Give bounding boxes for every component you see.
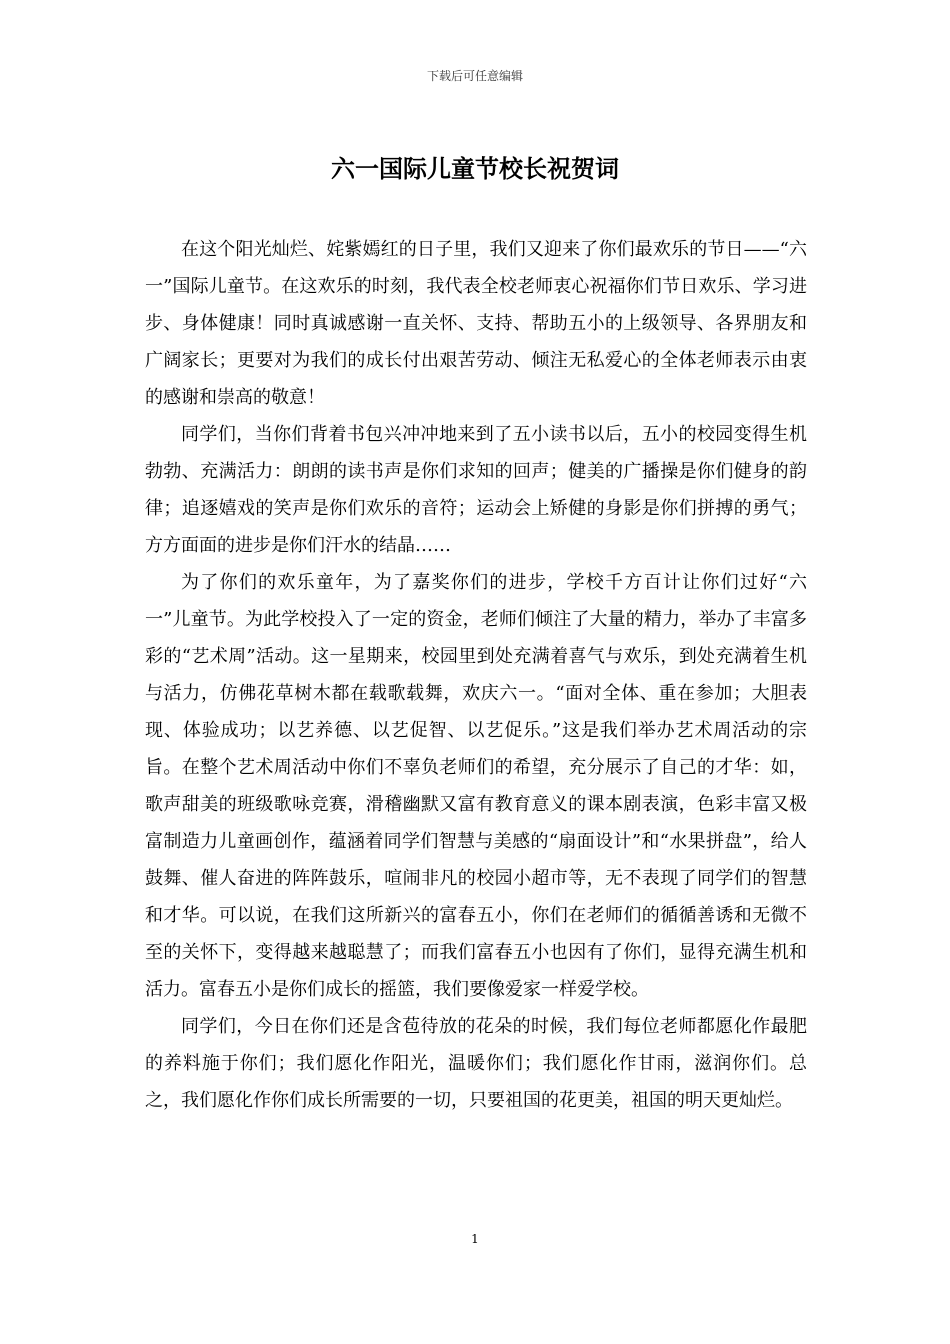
paragraph-4: 同学们，今日在你们还是含苞待放的花朵的时候，我们每位老师都愿化作最肥的养料施于你们；我们愿化作阳光，温暖你们；我们愿化作甘雨，滋润你们。总之，我们愿化作你们成长所需要的一切，只要祖国的花更美，祖国的明天更灿烂。	[145, 1016, 807, 1111]
paragraph-1: 在这个阳光灿烂、姹紫嫣红的日子里，我们又迎来了你们最欢乐的节日——“六一”国际儿童节。在这欢乐的时刻，我代表全校老师衷心祝福你们节日欢乐、学习进步、身体健康！同时真诚感谢一直关怀、支持、帮助五小的上级领导、各界朋友和广阔家长；更要对为我们的成长付出艰苦劳动、倾注无私爱心的全体老师表示由衷的感谢和崇高的敬意！	[145, 239, 807, 408]
document-title: 六一国际儿童节校长祝贺词	[331, 154, 619, 183]
document-body	[145, 231, 807, 1119]
paragraph-2: 同学们，当你们背着书包兴冲冲地来到了五小读书以后，五小的校园变得生机勃勃、充满活力：朗朗的读书声是你们求知的回声；健美的广播操是你们健身的韵律；追逐嬉戏的笑声是你们欢乐的音符；运动会上矫健的身影是你们拼搏的勇气；方方面面的进步是你们汗水的结晶……	[145, 424, 807, 556]
paragraph-3: 为了你们的欢乐童年，为了嘉奖你们的进步，学校千方百计让你们过好“六一”儿童节。为此学校投入了一定的资金，老师们倾注了大量的精力，举办了丰富多彩的“艺术周”活动。这一星期来，校园里到处充满着喜气与欢乐，到处充满着生机与活力，仿佛花草树木都在载歌载舞，欢庆六一。“面对全体、重在参加；大胆表现、体验成功；以艺养德、以艺促智、以艺促乐。”这是我们举办艺术周活动的宗旨。在整个艺术周活动中你们不辜负老师们的希望，充分展示了自己的才华：如，歌声甜美的班级歌咏竞赛，滑稽幽默又富有教育意义的课本剧表演，色彩丰富又极富制造力儿童画创作，蕴涵着同学们智慧与美感的“扇面设计”和“水果拼盘”，给人鼓舞、催人奋进的阵阵鼓乐，喧闹非凡的校园小超市等，无不表现了同学们的智慧和才华。可以说，在我们这所新兴的富春五小，你们在老师们的循循善诱和无微不至的关怀下，变得越来越聪慧了；而我们富春五小也因有了你们，显得充满生机和活力。富春五小是你们成长的摇篮，我们要像爱家一样爱学校。	[145, 572, 807, 1000]
page-number: 1	[471, 1232, 479, 1246]
header-note: 下载后可任意编辑	[426, 69, 523, 83]
